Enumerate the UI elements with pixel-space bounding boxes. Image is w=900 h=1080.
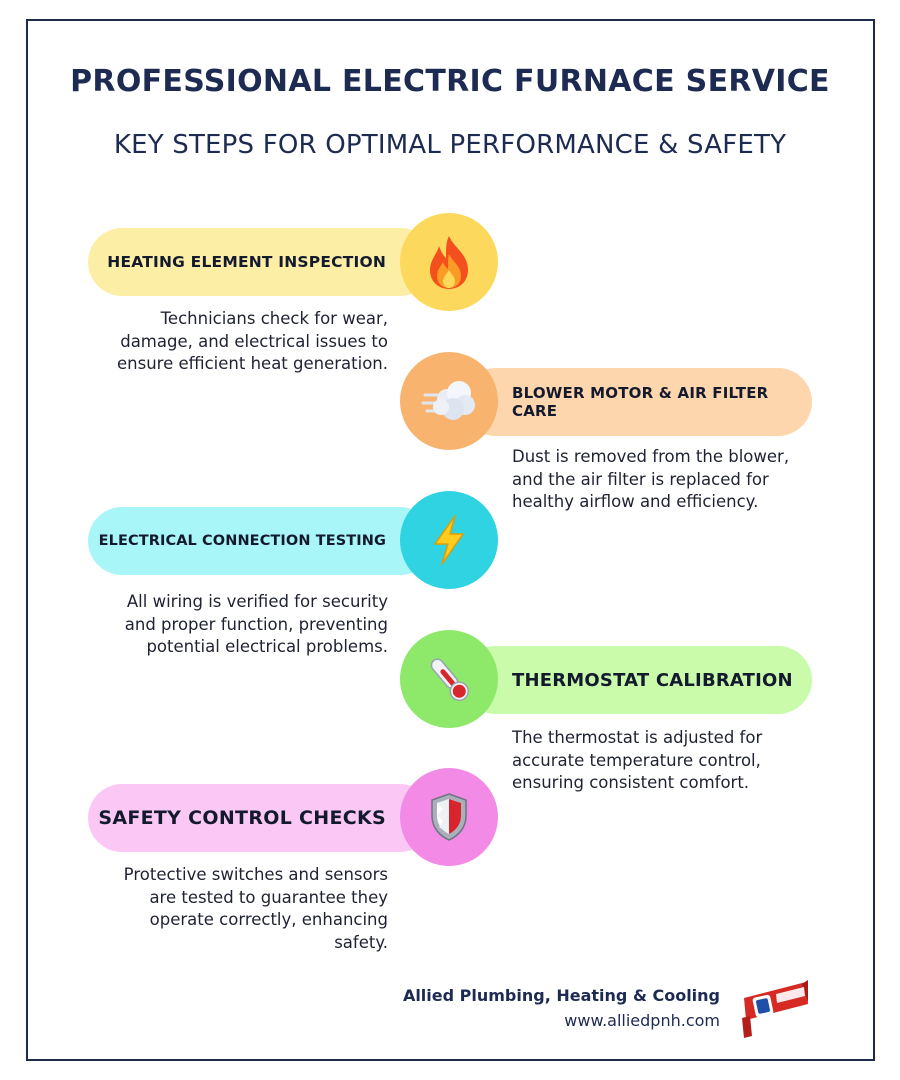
company-name: Allied Plumbing, Heating & Cooling [402, 986, 720, 1005]
step-5-circle [400, 768, 498, 866]
wind-cloud-icon [421, 377, 477, 425]
step-1-description: Technicians check for wear, damage, and electrical issues to ensure efficient heat generation. [117, 309, 388, 373]
page-subtitle: KEY STEPS FOR OPTIMAL PERFORMANCE & SAFETY [113, 130, 787, 160]
step-3-pill [88, 507, 434, 575]
step-4-title: THERMOSTAT CALIBRATION [512, 669, 793, 691]
fire-icon [424, 234, 474, 290]
shield-icon [429, 792, 469, 842]
page-title: PROFESSIONAL ELECTRIC FURNACE SERVICE [70, 64, 830, 99]
step-1-pill [88, 228, 434, 296]
step-4-description: The thermostat is adjusted for accurate temperature control, ensuring consistent comfort. [512, 728, 763, 792]
company-url[interactable]: www.alliedpnh.com [564, 1011, 720, 1030]
step-5-pill [88, 784, 434, 852]
step-3-circle [400, 491, 498, 589]
step-4-circle [400, 630, 498, 728]
step-3-description: All wiring is verified for security and proper function, preventing potential electrical problems. [124, 592, 388, 656]
step-4-pill [462, 646, 812, 714]
step-5-title: SAFETY CONTROL CHECKS [98, 807, 386, 829]
allied-logo-icon [740, 976, 810, 1040]
step-1-title: HEATING ELEMENT INSPECTION [107, 253, 386, 271]
step-2-title: BLOWER MOTOR & AIR FILTER CARE [512, 384, 769, 420]
step-1-circle [400, 213, 498, 311]
lightning-icon [429, 514, 469, 566]
step-2-circle [400, 352, 498, 450]
step-3-title: ELECTRICAL CONNECTION TESTING [98, 533, 386, 549]
thermometer-icon [423, 653, 475, 705]
step-2-description: Dust is removed from the blower, and the air filter is replaced for healthy airflow and efficiency. [512, 447, 790, 511]
step-2-pill [462, 368, 812, 436]
step-5-description: Protective switches and sensors are tested to guarantee they operate correctly, enhancing safety. [123, 865, 388, 952]
